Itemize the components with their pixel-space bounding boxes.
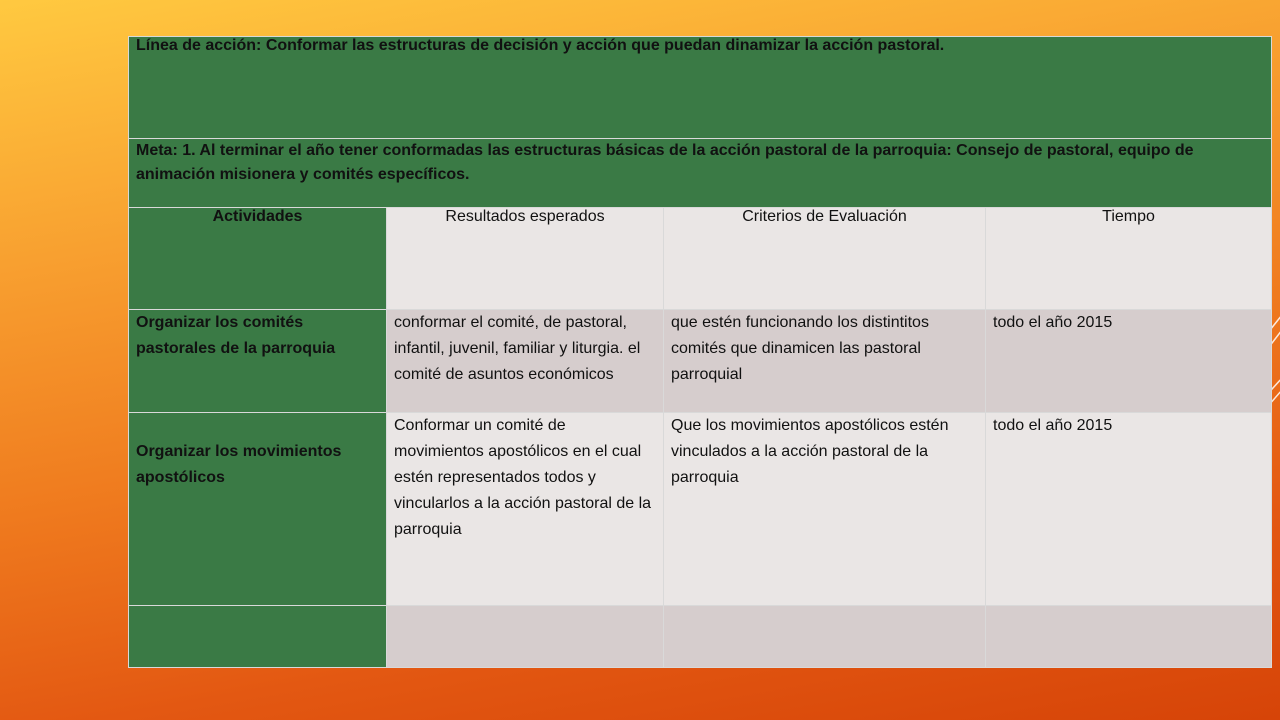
column-header-criteria: Criterios de Evaluación [664,208,986,310]
action-line-cell [129,37,1272,139]
goal-cell [129,139,1272,208]
empty-cell [387,606,664,668]
results-cell: Conformar un comité de movimientos apostólicos en el cual estén representados todos y vincularlos a la acción pastoral de la parroquia [387,413,664,606]
time-cell: todo el año 2015 [986,413,1272,606]
action-line-text: Línea de acción: Conformar las estructuras de decisión y acción que puedan dinamizar la acción pastoral. [136,37,945,54]
column-header-results: Resultados esperados [387,208,664,310]
column-header-activities: Actividades [129,208,387,310]
empty-cell [129,606,387,668]
table-row [129,413,1272,606]
empty-cell [664,606,986,668]
goal-text: Meta: 1. Al terminar el año tener conformadas las estructuras básicas de la acción pastoral de la parroquia: Consejo de pastoral, equipo de animación misionera y comités específicos. [136,142,1194,183]
criteria-cell: que estén funcionando los distintitos comités que dinamicen las pastoral parroquial [664,310,986,413]
time-cell: todo el año 2015 [986,310,1272,413]
activity-cell: Organizar los comités pastorales de la parroquia [129,310,387,413]
criteria-cell: Que los movimientos apostólicos estén vinculados a la acción pastoral de la parroquia [664,413,986,606]
action-line-row [129,37,1272,139]
results-cell: conformar el comité, de pastoral, infantil, juvenil, familiar y liturgia. el comité de asuntos económicos [387,310,664,413]
table-row [129,310,1272,413]
empty-cell [986,606,1272,668]
activity-cell: Organizar los movimientos apostólicos [129,413,387,606]
column-header-time: Tiempo [986,208,1272,310]
column-header-row [129,208,1272,310]
action-plan-table [128,36,1272,668]
empty-row [129,606,1272,668]
goal-row [129,139,1272,208]
